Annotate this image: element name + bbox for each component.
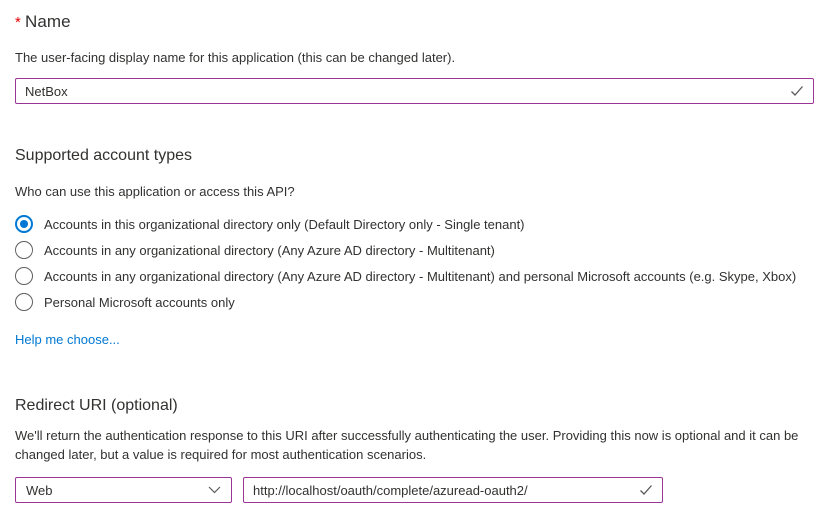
redirect-uri-description: We'll return the authentication response to this URI after successfully authenticating the user. Providing this now is optional and it can be changed later, but a value is required for most authentication scenarios. bbox=[15, 428, 799, 462]
name-input[interactable] bbox=[25, 84, 782, 99]
platform-select[interactable] bbox=[15, 477, 232, 503]
name-input-container bbox=[15, 78, 814, 104]
radio-option-label: Accounts in this organizational directory only (Default Directory only - Single tenant) bbox=[44, 216, 525, 232]
name-field-description: The user-facing display name for this application (this can be changed later). bbox=[15, 50, 456, 65]
supported-account-types-title: Supported account types bbox=[15, 147, 193, 164]
radio-option-label: Accounts in any organizational directory (Any Azure AD directory - Multitenant) and personal Microsoft accounts (e.g. Skype, Xbox) bbox=[44, 268, 797, 284]
checkmark-icon bbox=[790, 85, 804, 97]
platform-select-value: Web bbox=[26, 482, 53, 498]
radio-option-personal-only[interactable] bbox=[15, 289, 814, 315]
checkmark-icon bbox=[639, 484, 653, 496]
supported-account-types-section bbox=[15, 147, 814, 349]
redirect-uri-title: Redirect URI (optional) bbox=[15, 397, 178, 414]
required-asterisk: * bbox=[15, 14, 21, 31]
radio-button-icon bbox=[15, 267, 33, 285]
radio-option-multitenant-personal[interactable] bbox=[15, 263, 814, 289]
name-field-title bbox=[15, 12, 814, 32]
account-type-radio-group bbox=[15, 211, 814, 315]
radio-option-label: Accounts in any organizational directory (Any Azure AD directory - Multitenant) bbox=[44, 242, 495, 258]
radio-option-single-tenant[interactable] bbox=[15, 211, 814, 237]
redirect-uri-input-container bbox=[243, 477, 663, 503]
redirect-uri-section bbox=[15, 397, 814, 503]
name-field-title-text: Name bbox=[24, 12, 71, 31]
name-section bbox=[15, 12, 814, 104]
redirect-uri-controls bbox=[15, 477, 814, 503]
radio-option-multitenant[interactable] bbox=[15, 237, 814, 263]
radio-button-icon bbox=[15, 293, 33, 311]
radio-option-label: Personal Microsoft accounts only bbox=[44, 294, 235, 310]
chevron-down-icon bbox=[208, 486, 221, 494]
help-me-choose-link[interactable]: Help me choose... bbox=[15, 332, 120, 347]
radio-button-icon bbox=[15, 241, 33, 259]
redirect-uri-input[interactable] bbox=[253, 483, 631, 498]
account-types-question: Who can use this application or access this API? bbox=[15, 184, 295, 199]
radio-button-icon bbox=[15, 215, 33, 233]
